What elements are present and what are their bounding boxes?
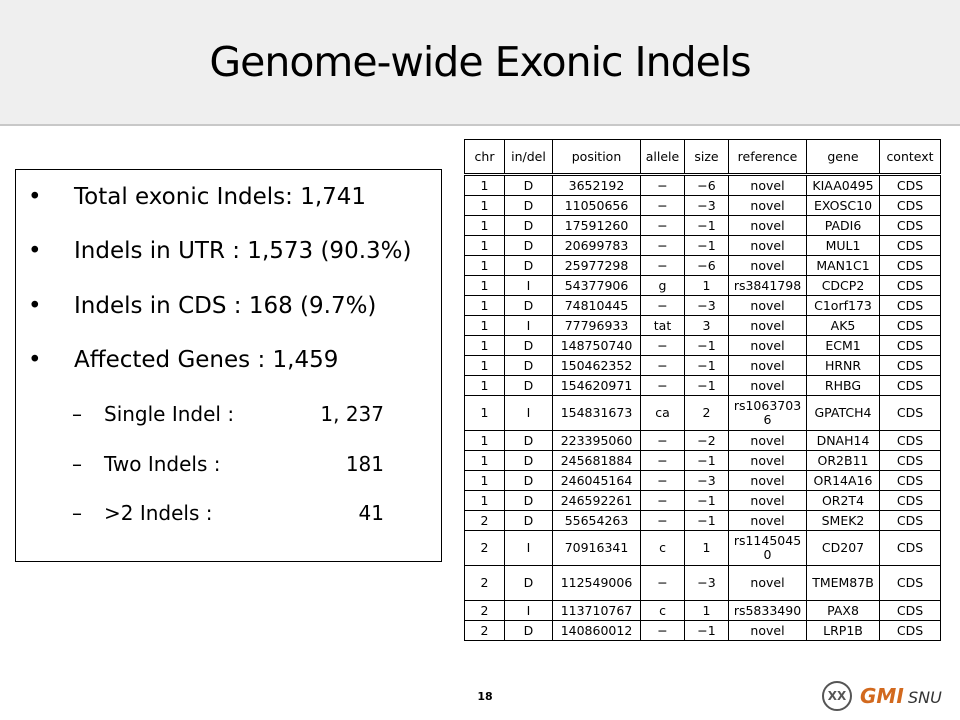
table-cell: 140860012	[553, 621, 641, 641]
table-cell: D	[505, 175, 553, 196]
table-cell: ECM1	[807, 336, 880, 356]
table-row	[465, 175, 941, 196]
table-cell: 2	[465, 531, 505, 566]
table-cell: 223395060	[553, 431, 641, 451]
table-cell: novel	[729, 376, 807, 396]
table-cell: −1	[685, 491, 729, 511]
table-row	[465, 471, 941, 491]
table-cell: KIAA0495	[807, 175, 880, 196]
table-cell: D	[505, 431, 553, 451]
table-row	[465, 621, 941, 641]
table-cell: D	[505, 236, 553, 256]
table-cell: −	[641, 356, 685, 376]
indel-table-container	[464, 139, 940, 641]
table-cell: −1	[685, 216, 729, 236]
table-cell: 245681884	[553, 451, 641, 471]
table-cell: PADI6	[807, 216, 880, 236]
table-cell: I	[505, 276, 553, 296]
table-cell: 1	[465, 256, 505, 276]
table-cell: novel	[729, 336, 807, 356]
table-cell: I	[505, 601, 553, 621]
table-row	[465, 256, 941, 276]
table-cell: C1orf173	[807, 296, 880, 316]
table-row	[465, 511, 941, 531]
header-indel: in/del	[505, 140, 553, 175]
table-cell: −	[641, 175, 685, 196]
table-cell: CD207	[807, 531, 880, 566]
table-cell: novel	[729, 196, 807, 216]
table-cell: −	[641, 256, 685, 276]
logo-snu-text: SNU	[908, 688, 942, 707]
table-cell: CDS	[880, 531, 941, 566]
table-row	[465, 376, 941, 396]
table-cell: c	[641, 601, 685, 621]
table-cell: CDS	[880, 491, 941, 511]
bullet-dot-icon: •	[28, 347, 42, 373]
table-cell: −	[641, 236, 685, 256]
table-cell: 112549006	[553, 566, 641, 601]
indel-table	[464, 139, 941, 641]
table-cell: CDS	[880, 276, 941, 296]
table-cell: 1	[465, 396, 505, 431]
table-cell: tat	[641, 316, 685, 336]
table-cell: 3652192	[553, 175, 641, 196]
table-row	[465, 336, 941, 356]
table-row	[465, 531, 941, 566]
header-size: size	[685, 140, 729, 175]
table-cell: novel	[729, 356, 807, 376]
table-cell: 246045164	[553, 471, 641, 491]
table-row	[465, 491, 941, 511]
bullet-dot-icon: •	[28, 184, 42, 210]
table-cell: 1	[685, 531, 729, 566]
table-cell: −	[641, 471, 685, 491]
table-cell: g	[641, 276, 685, 296]
table-cell: CDS	[880, 196, 941, 216]
table-cell: 1	[465, 491, 505, 511]
table-cell: CDS	[880, 431, 941, 451]
table-cell: 3	[685, 316, 729, 336]
table-row	[465, 451, 941, 471]
table-cell: 2	[465, 566, 505, 601]
table-row	[465, 566, 941, 601]
table-cell: −	[641, 296, 685, 316]
table-cell: D	[505, 256, 553, 276]
table-cell: SMEK2	[807, 511, 880, 531]
table-cell: −	[641, 431, 685, 451]
table-cell: D	[505, 511, 553, 531]
table-cell: −	[641, 511, 685, 531]
table-cell: CDS	[880, 175, 941, 196]
table-cell: CDS	[880, 256, 941, 276]
table-cell: 150462352	[553, 356, 641, 376]
table-cell: CDS	[880, 621, 941, 641]
table-cell: CDS	[880, 216, 941, 236]
bullet-dot-icon: •	[28, 238, 42, 264]
table-row	[465, 431, 941, 451]
table-cell: −1	[685, 511, 729, 531]
table-cell: 2	[465, 621, 505, 641]
table-cell: −	[641, 451, 685, 471]
table-row	[465, 216, 941, 236]
table-cell: 1	[465, 316, 505, 336]
table-cell: I	[505, 396, 553, 431]
table-cell: novel	[729, 451, 807, 471]
table-cell: LRP1B	[807, 621, 880, 641]
table-cell: MUL1	[807, 236, 880, 256]
table-cell: D	[505, 216, 553, 236]
table-cell: RHBG	[807, 376, 880, 396]
table-cell: 1	[465, 216, 505, 236]
table-cell: −	[641, 491, 685, 511]
table-row	[465, 296, 941, 316]
header-chr: chr	[465, 140, 505, 175]
table-row	[465, 316, 941, 336]
table-cell: 74810445	[553, 296, 641, 316]
table-cell: EXOSC10	[807, 196, 880, 216]
dash-icon: –	[72, 452, 82, 476]
table-cell: 55654263	[553, 511, 641, 531]
logo-emblem-icon: XX	[822, 681, 852, 711]
table-row	[465, 396, 941, 431]
table-cell: 17591260	[553, 216, 641, 236]
title-bar	[0, 0, 960, 126]
table-cell: 25977298	[553, 256, 641, 276]
table-cell: novel	[729, 236, 807, 256]
header-gene: gene	[807, 140, 880, 175]
table-cell: CDS	[880, 336, 941, 356]
table-cell: OR2B11	[807, 451, 880, 471]
table-cell: −1	[685, 451, 729, 471]
table-cell: CDS	[880, 236, 941, 256]
page-number: 18	[477, 690, 493, 703]
table-cell: novel	[729, 431, 807, 451]
table-cell: GPATCH4	[807, 396, 880, 431]
table-cell: 2	[465, 601, 505, 621]
table-row	[465, 356, 941, 376]
table-row	[465, 601, 941, 621]
table-cell: D	[505, 491, 553, 511]
header-position: position	[553, 140, 641, 175]
table-cell: −3	[685, 296, 729, 316]
table-cell: CDS	[880, 471, 941, 491]
table-cell: CDS	[880, 396, 941, 431]
table-cell: CDCP2	[807, 276, 880, 296]
table-cell: 113710767	[553, 601, 641, 621]
table-cell: −	[641, 376, 685, 396]
dash-icon: –	[72, 501, 82, 525]
table-cell: 2	[465, 511, 505, 531]
table-cell: 1	[465, 276, 505, 296]
table-cell: −3	[685, 196, 729, 216]
table-cell: D	[505, 196, 553, 216]
table-cell: 77796933	[553, 316, 641, 336]
table-cell: 11050656	[553, 196, 641, 216]
table-cell: 1	[465, 431, 505, 451]
table-cell: −2	[685, 431, 729, 451]
table-cell: D	[505, 356, 553, 376]
table-cell: AK5	[807, 316, 880, 336]
table-cell: −	[641, 336, 685, 356]
table-cell: 1	[685, 276, 729, 296]
table-cell: 1	[465, 296, 505, 316]
table-cell: −6	[685, 256, 729, 276]
table-cell: novel	[729, 216, 807, 236]
table-cell: 1	[465, 336, 505, 356]
table-cell: DNAH14	[807, 431, 880, 451]
table-cell: CDS	[880, 356, 941, 376]
table-cell: −1	[685, 356, 729, 376]
table-cell: OR14A16	[807, 471, 880, 491]
table-cell: novel	[729, 175, 807, 196]
table-cell: novel	[729, 471, 807, 491]
table-cell: D	[505, 471, 553, 491]
table-cell: CDS	[880, 451, 941, 471]
table-cell: D	[505, 566, 553, 601]
table-cell: D	[505, 376, 553, 396]
table-cell: −1	[685, 376, 729, 396]
table-cell: −1	[685, 621, 729, 641]
table-cell: 1	[465, 356, 505, 376]
table-cell: 1	[465, 376, 505, 396]
table-cell: CDS	[880, 296, 941, 316]
table-cell: 54377906	[553, 276, 641, 296]
bullet-dot-icon: •	[28, 293, 42, 319]
table-cell: 70916341	[553, 531, 641, 566]
gmi-snu-logo	[822, 681, 954, 713]
table-cell: D	[505, 336, 553, 356]
header-reference: reference	[729, 140, 807, 175]
table-cell: D	[505, 296, 553, 316]
table-cell: OR2T4	[807, 491, 880, 511]
table-cell: rs11450450	[729, 531, 807, 566]
table-cell: PAX8	[807, 601, 880, 621]
table-cell: D	[505, 621, 553, 641]
table-cell: −3	[685, 566, 729, 601]
table-cell: −3	[685, 471, 729, 491]
table-cell: 20699783	[553, 236, 641, 256]
table-cell: −1	[685, 236, 729, 256]
table-cell: novel	[729, 621, 807, 641]
header-context: context	[880, 140, 941, 175]
summary-box: • Total exonic Indels: 1,741 • Indels in UTR : 1,573 (90.3%) • Indels in CDS : 168 (9.7%) • Affected Genes : 1,459 – Single Indel : 1, 237 – Two Indels : 181 – >2 Indels : 41	[15, 169, 442, 562]
table-cell: 1	[465, 471, 505, 491]
slide-title: Genome-wide Exonic Indels	[209, 38, 751, 86]
table-cell: −	[641, 621, 685, 641]
table-cell: 1	[465, 236, 505, 256]
table-cell: TMEM87B	[807, 566, 880, 601]
table-cell: CDS	[880, 566, 941, 601]
table-cell: 154620971	[553, 376, 641, 396]
table-cell: I	[505, 531, 553, 566]
table-row	[465, 196, 941, 216]
table-cell: D	[505, 451, 553, 471]
table-cell: rs10637036	[729, 396, 807, 431]
table-cell: MAN1C1	[807, 256, 880, 276]
table-cell: 1	[465, 196, 505, 216]
table-cell: 154831673	[553, 396, 641, 431]
dash-icon: –	[72, 402, 82, 426]
table-cell: 2	[685, 396, 729, 431]
table-cell: rs5833490	[729, 601, 807, 621]
table-cell: HRNR	[807, 356, 880, 376]
table-cell: CDS	[880, 316, 941, 336]
table-cell: CDS	[880, 376, 941, 396]
table-cell: 1	[685, 601, 729, 621]
table-cell: −1	[685, 336, 729, 356]
table-row	[465, 236, 941, 256]
table-cell: −6	[685, 175, 729, 196]
table-cell: CDS	[880, 511, 941, 531]
table-cell: rs3841798	[729, 276, 807, 296]
table-cell: I	[505, 316, 553, 336]
table-cell: novel	[729, 511, 807, 531]
table-cell: novel	[729, 316, 807, 336]
table-cell: 246592261	[553, 491, 641, 511]
table-row	[465, 276, 941, 296]
header-allele: allele	[641, 140, 685, 175]
table-body	[465, 175, 941, 641]
table-cell: −	[641, 566, 685, 601]
table-cell: novel	[729, 256, 807, 276]
table-cell: c	[641, 531, 685, 566]
logo-gmi-text: GMI	[860, 684, 904, 708]
table-header-row	[465, 140, 941, 175]
table-cell: 148750740	[553, 336, 641, 356]
table-cell: 1	[465, 451, 505, 471]
table-cell: novel	[729, 566, 807, 601]
table-cell: CDS	[880, 601, 941, 621]
table-cell: novel	[729, 296, 807, 316]
table-cell: novel	[729, 491, 807, 511]
table-cell: 1	[465, 175, 505, 196]
table-cell: −	[641, 196, 685, 216]
table-cell: −	[641, 216, 685, 236]
table-cell: ca	[641, 396, 685, 431]
